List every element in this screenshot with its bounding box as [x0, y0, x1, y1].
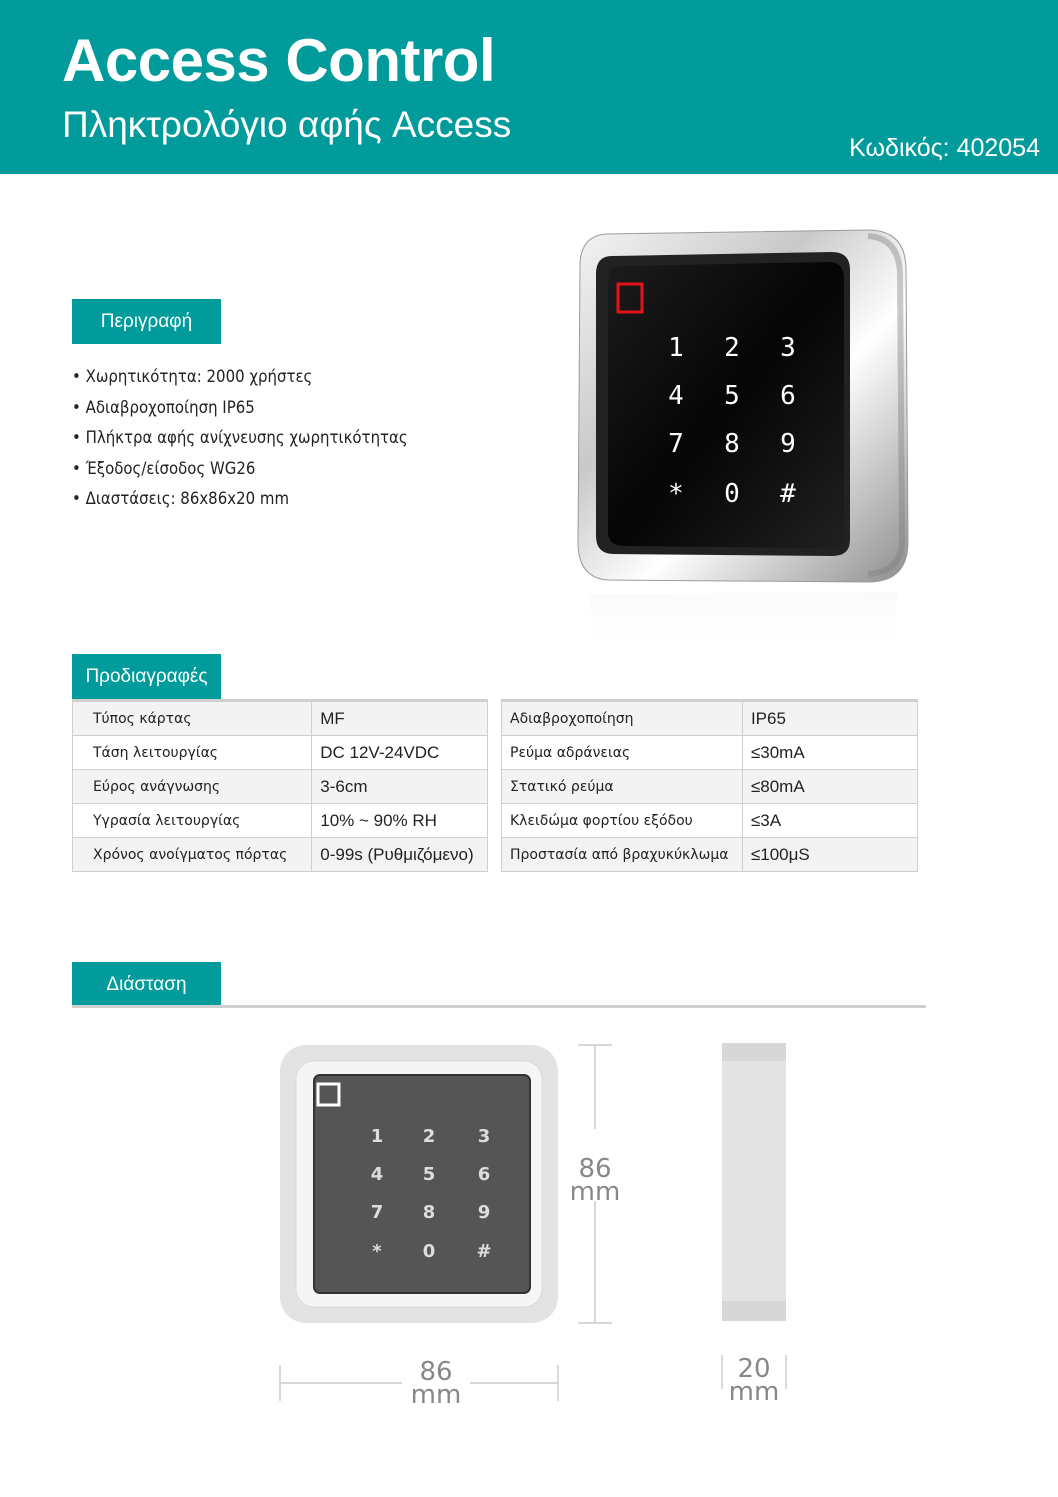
- spec-label: Στατικό ρεύμα: [502, 770, 743, 804]
- section-divider: [72, 1005, 926, 1008]
- drawing-key: 1: [370, 1126, 384, 1147]
- specs-heading: Προδιαγραφές: [72, 654, 221, 699]
- table-row: [502, 701, 918, 736]
- table-row: [73, 701, 488, 736]
- page-title: Access Control: [62, 27, 496, 94]
- feature-item: • Πλήκτρα αφής ανίχνευσης χωρητικότητας: [72, 423, 408, 454]
- table-row: [73, 736, 488, 770]
- spec-value: ≤100μS: [742, 838, 917, 872]
- spec-value: MF: [312, 701, 488, 736]
- spec-label: Αδιαβροχοποίηση: [502, 701, 743, 736]
- drawing-key: 7: [370, 1202, 384, 1223]
- product-image: [568, 222, 928, 682]
- table-row: [502, 804, 918, 838]
- spec-value: DC 12V-24VDC: [312, 736, 488, 770]
- depth-unit: mm: [728, 1377, 780, 1407]
- spec-value: ≤3A: [742, 804, 917, 838]
- product-code: Κωδικός: 402054: [849, 134, 1040, 162]
- spec-label: Τύπος κάρτας: [73, 701, 312, 736]
- keypad-key: 7: [668, 429, 684, 459]
- drawing-key: 9: [477, 1202, 491, 1223]
- drawing-key: 6: [477, 1164, 491, 1185]
- keypad-key: 2: [724, 333, 740, 363]
- spec-label: Τάση λειτουργίας: [73, 736, 312, 770]
- header-banner: [0, 0, 1058, 174]
- feature-item: • Έξοδος/είσοδος WG26: [72, 454, 408, 485]
- dimension-drawing: [270, 1035, 830, 1415]
- spec-label: Κλειδώμα φορτίου εξόδου: [502, 804, 743, 838]
- drawing-key: #: [476, 1241, 492, 1262]
- keypad-key: 1: [668, 333, 684, 363]
- table-row: [73, 804, 488, 838]
- spec-label: Υγρασία λειτουργίας: [73, 804, 312, 838]
- keypad-key: *: [668, 479, 684, 509]
- keypad-key: 3: [780, 333, 796, 363]
- spec-value: ≤30mA: [742, 736, 917, 770]
- spec-value: 0-99s (Ρυθμιζόμενο): [312, 838, 488, 872]
- table-row: [73, 770, 488, 804]
- drawing-key: 4: [370, 1164, 384, 1185]
- dimensions-heading: Διάσταση: [72, 962, 221, 1007]
- keypad-key: 0: [724, 479, 740, 509]
- keypad-key: 6: [780, 381, 796, 411]
- feature-list: [72, 362, 453, 515]
- drawing-key: 5: [422, 1164, 436, 1185]
- table-row: [502, 736, 918, 770]
- keypad-key: 8: [724, 429, 740, 459]
- feature-item: • Αδιαβροχοποίηση IP65: [72, 393, 408, 424]
- drawing-key: 0: [422, 1241, 436, 1262]
- spec-label: Ρεύμα αδράνειας: [502, 736, 743, 770]
- table-row: [502, 838, 918, 872]
- keypad-key: 4: [668, 381, 684, 411]
- spec-value: IP65: [742, 701, 917, 736]
- description-heading: Περιγραφή: [72, 299, 221, 344]
- spec-label: Προστασία από βραχυκύκλωμα: [502, 838, 743, 872]
- keypad-key: 9: [780, 429, 796, 459]
- keypad-key: #: [780, 479, 796, 509]
- spec-value: 3-6cm: [312, 770, 488, 804]
- keypad-key: 5: [724, 381, 740, 411]
- width-unit: mm: [410, 1380, 462, 1410]
- spec-label: Χρόνος ανοίγματος πόρτας: [73, 838, 312, 872]
- page-subtitle: Πληκτρολόγιο αφής Access: [62, 104, 512, 145]
- height-unit: mm: [569, 1177, 621, 1207]
- spec-label: Εύρος ανάγνωσης: [73, 770, 312, 804]
- table-row: [73, 838, 488, 872]
- spec-value: ≤80mA: [742, 770, 917, 804]
- width-value: 86: [419, 1357, 453, 1387]
- feature-item: • Διαστάσεις: 86x86x20 mm: [72, 484, 408, 515]
- drawing-key: 3: [477, 1126, 491, 1147]
- drawing-key: *: [372, 1241, 382, 1262]
- feature-item: • Χωρητικότητα: 2000 χρήστες: [72, 362, 408, 393]
- drawing-key: 8: [422, 1202, 436, 1223]
- table-row: [502, 770, 918, 804]
- height-value: 86: [578, 1154, 612, 1184]
- spec-value: 10% ~ 90% RH: [312, 804, 488, 838]
- depth-value: 20: [737, 1354, 771, 1384]
- specs-table-left: [72, 699, 488, 872]
- drawing-key: 2: [422, 1126, 436, 1147]
- specs-table-right: [501, 699, 918, 872]
